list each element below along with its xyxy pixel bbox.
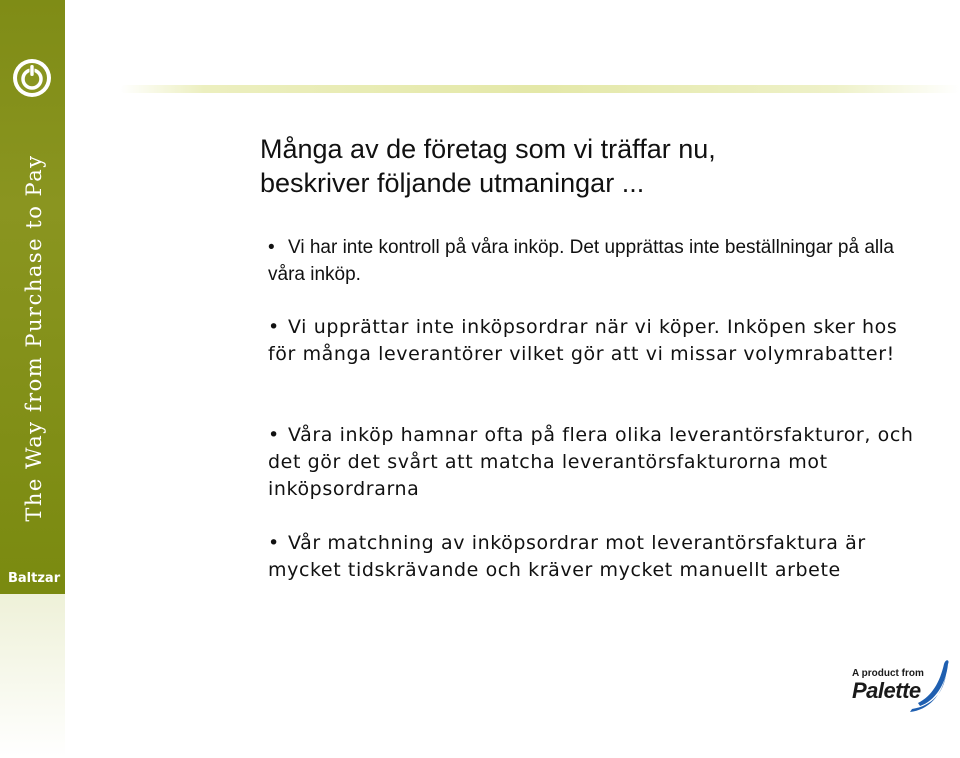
slide-heading bbox=[260, 132, 900, 200]
bullet-item bbox=[268, 314, 918, 368]
bullet-icon: • bbox=[268, 316, 280, 338]
company-name: Baltzar bbox=[8, 571, 61, 586]
sidebar-fade bbox=[0, 594, 65, 758]
sidebar bbox=[0, 0, 65, 594]
bullet-text: Våra inköp hamnar ofta på flera olika leverantörsfakturor, och det gör det svårt att matcha leverantörsfakturorna mot inköpsordrarna bbox=[268, 424, 914, 500]
bullet-item bbox=[268, 234, 918, 288]
bullet-item bbox=[268, 422, 918, 503]
heading-line: beskriver följande utmaningar ... bbox=[260, 168, 645, 198]
brand-tagline: The Way from Purchase to Pay bbox=[22, 154, 46, 522]
heading-line: Många av de företag som vi träffar nu, bbox=[260, 134, 716, 164]
bullet-icon: • bbox=[268, 237, 275, 258]
bullet-text: Vår matchning av inköpsordrar mot leverantörsfaktura är mycket tidskrävande och kräver mycket manuellt arbete bbox=[268, 532, 866, 581]
bullet-item bbox=[268, 530, 918, 584]
bullet-text: Vi upprättar inte inköpsordrar när vi köper. Inköpen sker hos för många leverantörer vilket gör att vi missar volymrabatter! bbox=[268, 316, 898, 365]
product-tagline: A product from bbox=[852, 668, 924, 679]
bullet-text: Vi har inte kontroll på våra inköp. Det upprättas inte beställningar på alla våra inköp. bbox=[268, 237, 894, 285]
power-icon bbox=[12, 58, 52, 98]
decorative-divider bbox=[120, 85, 960, 93]
bullet-icon: • bbox=[268, 424, 280, 446]
product-logo-text: Palette bbox=[852, 678, 921, 703]
bullet-icon: • bbox=[268, 532, 280, 554]
